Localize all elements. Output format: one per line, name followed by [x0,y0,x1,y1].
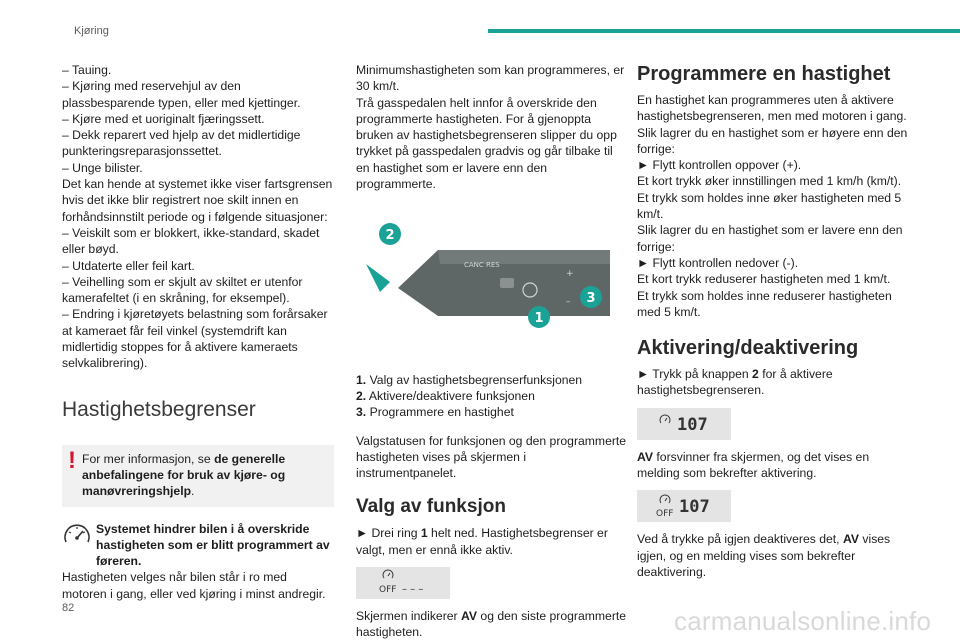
bullet-blocked-signs: – Veiskilt som er blokkert, ikke-standard, skadet eller bøyd. [62,225,320,257]
limiter-speed-selection: Hastigheten velges når bilen står i ro med motoren i gang, eller ved kjøring i minst andregir. [62,570,326,601]
display-panel-deactivated [637,490,731,522]
min-speed-text: Minimumshastigheten som kan programmeres, er 30 km/t. [356,63,625,94]
stalk-label: CANC RES [464,261,500,270]
heading-select-function: Valg av funksjon [356,496,506,518]
running-header: Kjøring [74,25,109,37]
list-item-1: 1. Valg av hastighetsbegrenserfunksjonen [356,372,583,387]
heading-program-speed: Programmere en hastighet [637,63,891,85]
control-stalk-illustration [360,220,610,338]
info-note [62,445,334,507]
bullet-repaired-tyre: – Dekk reparert ved hjelp av det midlertidige punkteringsreparasjonssettet. [62,128,301,159]
stalk-button-marker [500,278,514,288]
press-arrow-icon [366,264,390,292]
list-item-3: 3. Programmere en hastighet [356,405,514,420]
display-panel-off [356,567,450,599]
bullet-load-change: – Endring i kjøretøyets belastning som forårsaker at kameraet får feil vinkel (systemdrift kan midlertidig stoppes for å aktivere kameraets selvkalibrering). [62,307,328,371]
panel-off-label: OFF [379,585,397,596]
accelerator-override-text: Trå gasspedalen helt innfor å overskride den programmerte hastigheten. For å gjenoppta bruken av hastighetsbegrenseren slipper du opp trykket på gasspedalen gradvis og går tilbake til en hastighet som er lavere enn den programmerte. [356,95,617,192]
column-2 [356,62,628,641]
limiter-summary: Systemet hindrer bilen i å overskride hastigheten som er blitt programmert av føreren. [96,521,330,569]
bullet-maps: – Utdaterte eller feil kart. [62,258,195,273]
paragraph-situations: Det kan hende at systemet ikke viser fartsgrensen hvis det ikke blir registrert noe skilt innen en forhåndsinnstilt periode og i følgende situasjoner: [62,177,333,224]
program-line-4: Et kort trykk øker innstillingen med 1 km/h (km/t). [637,174,902,189]
status-text: Valgstatusen for funksjonen og den programmerte hastigheten vises på skjermen i instrumentpanelet. [356,433,627,481]
panel-speed-value: 107 [679,497,710,518]
column-3 [637,62,909,580]
heading-activation: Aktivering/deaktivering [637,337,859,360]
header-accent-bar [488,29,960,33]
section-title-speed-limiter: Hastighetsbegrenser [62,397,256,421]
bullet-young-drivers: – Unge bilister. [62,160,143,175]
note-link-text: de generelle anbefalingene for bruk av kjøre- og manøvreringshjelp [82,451,286,499]
display-panel-active [637,408,731,440]
limiter-gauge-icon [660,415,670,423]
svg-text:1: 1 [534,311,544,327]
limiter-gauge-icon [660,495,670,503]
watermark: carmanualsonline.info [674,606,932,636]
program-line-5: Et trykk som holdes inne øker hastigheten med 5 km/t. [637,190,902,222]
bullet-spare-wheel: – Kjøring med reservehjul av den plassbesparende typen, eller med kjettinger. [62,79,301,110]
column-1 [62,62,334,602]
program-line-9: Et trykk som holdes inne reduserer hastigheten med 5 km/t. [637,288,892,319]
program-line-6: Slik lagrer du en hastighet som er lavere enn den forrige: [637,223,903,254]
bullet-slope: – Veihelling som er skjult av skiltet er utenfor kamerafeltet (i en skråning, for eksempel). [62,274,303,306]
stalk-minus-glyph: – [566,297,571,308]
deactivate-text: Ved å trykke på igjen deaktiveres det, AV vises igjen, og en melding vises som bekrefter deaktivering. [637,532,891,579]
panel-off-label: OFF [656,509,674,520]
page-number: 82 [62,602,75,614]
panel-dashes: – – – [402,584,424,596]
list-item-2: 2. Aktivere/deaktivere funksjonen [356,388,535,403]
limiter-description [62,521,334,602]
av-disappears-text: AV forsvinner fra skjermen, og det vises en melding som bekrefter aktivering. [637,449,870,481]
panel-speed-value: 107 [677,414,708,435]
program-line-3: ► Flytt kontrollen oppover (+). [637,158,802,173]
bullet-suspension: – Kjøre med et uoriginalt fjæringssett. [62,111,265,126]
program-line-2: Slik lagrer du en hastighet som er høyere enn den forrige: [637,125,908,156]
select-instruction: ► Drei ring 1 helt ned. Hastighetsbegrenser er valgt, men er ennå ikke aktiv. [356,526,608,557]
program-line-1: En hastighet kan programmeres uten å aktivere hastighetsbegrenseren, men med motoren i gang. [637,93,907,124]
note-suffix: . [191,484,195,499]
speedometer-icon [62,521,92,547]
program-line-7: ► Flytt kontrollen nedover (-). [637,255,799,270]
limiter-gauge-icon [383,570,393,578]
screen-indicates-text: Skjermen indikerer AV og den siste programmerte hastigheten. [356,609,627,640]
svg-text:2: 2 [385,228,395,244]
svg-text:3: 3 [586,291,596,307]
bullet-towing: – Tauing. [62,63,112,77]
program-line-8: Et kort trykk reduserer hastigheten med 1 km/t. [637,272,891,287]
note-prefix: For mer informasjon, se [82,451,215,466]
activate-instruction: ► Trykk på knappen 2 for å aktivere hastighetsbegrenseren. [637,367,833,398]
exclamation-icon: ! [68,446,76,474]
stalk-plus-glyph: + [566,269,574,280]
